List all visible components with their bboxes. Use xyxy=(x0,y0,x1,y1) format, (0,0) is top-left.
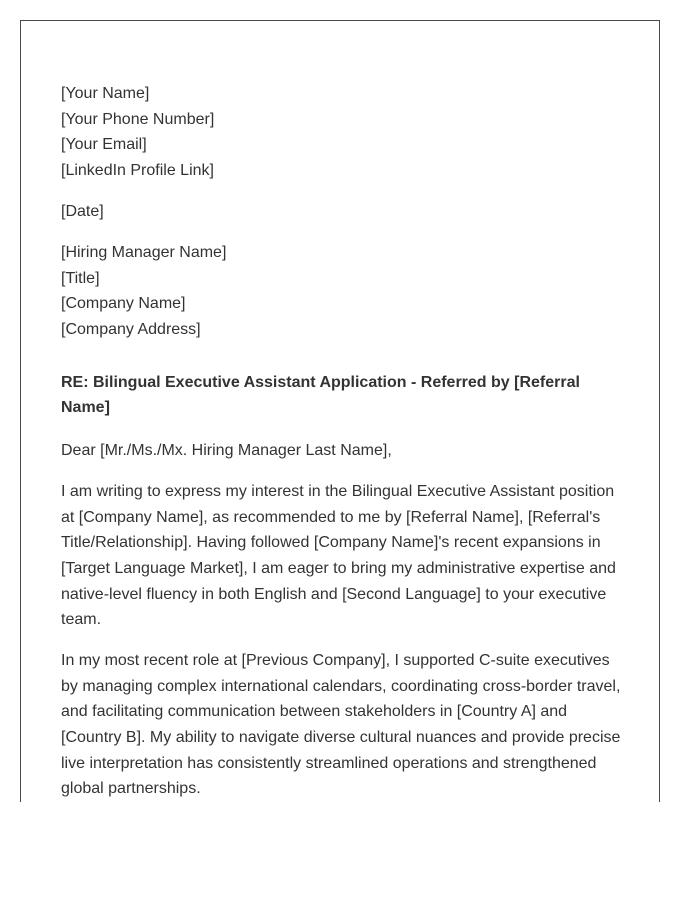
letter-date: [Date] xyxy=(61,202,104,220)
sender-block xyxy=(61,81,621,183)
subject-line-2: Name] xyxy=(61,399,110,417)
paragraph-line: [Target Language Market], I am eager to bring my administrative expertise and xyxy=(61,559,616,577)
sender-phone: [Your Phone Number] xyxy=(61,110,215,128)
salutation xyxy=(61,438,621,464)
salutation-text: Dear [Mr./Ms./Mx. Hiring Manager Last Name], xyxy=(61,442,392,460)
paragraph-line: I am writing to express my interest in the Bilingual Executive Assistant position xyxy=(61,483,615,501)
subject-line xyxy=(61,370,621,421)
body-paragraph-1 xyxy=(61,479,621,633)
sender-linkedin: [LinkedIn Profile Link] xyxy=(61,161,214,179)
body-paragraph-2 xyxy=(61,648,621,802)
letter-page xyxy=(20,20,660,802)
paragraph-line: native-level fluency in both English and [Second Language] to your executive xyxy=(61,585,607,603)
paragraph-line: global partnerships. xyxy=(61,780,201,798)
paragraph-line: In my most recent role at [Previous Company], I supported C-suite executives xyxy=(61,652,610,670)
recipient-title: [Title] xyxy=(61,269,100,287)
paragraph-line: and facilitating communication between stakeholders in [Country A] and xyxy=(61,703,568,721)
recipient-block xyxy=(61,240,621,342)
paragraph-line: [Country B]. My ability to navigate diverse cultural nuances and provide precise xyxy=(61,728,621,746)
recipient-company-name: [Company Name] xyxy=(61,295,186,313)
recipient-manager-name: [Hiring Manager Name] xyxy=(61,243,227,261)
sender-email: [Your Email] xyxy=(61,136,147,154)
paragraph-line: by managing complex international calendars, coordinating cross-border travel, xyxy=(61,677,621,695)
sender-name: [Your Name] xyxy=(61,85,150,102)
subject-line-1: RE: Bilingual Executive Assistant Application - Referred by [Referral xyxy=(61,373,580,391)
recipient-company-address: [Company Address] xyxy=(61,320,201,338)
paragraph-line: live interpretation has consistently streamlined operations and strengthened xyxy=(61,754,597,772)
cover-letter xyxy=(61,81,621,802)
paragraph-line: at [Company Name], as recommended to me by [Referral Name], [Referral's xyxy=(61,508,601,526)
date-block xyxy=(61,199,621,225)
paragraph-line: Title/Relationship]. Having followed [Company Name]'s recent expansions in xyxy=(61,534,601,552)
paragraph-line: team. xyxy=(61,611,102,629)
